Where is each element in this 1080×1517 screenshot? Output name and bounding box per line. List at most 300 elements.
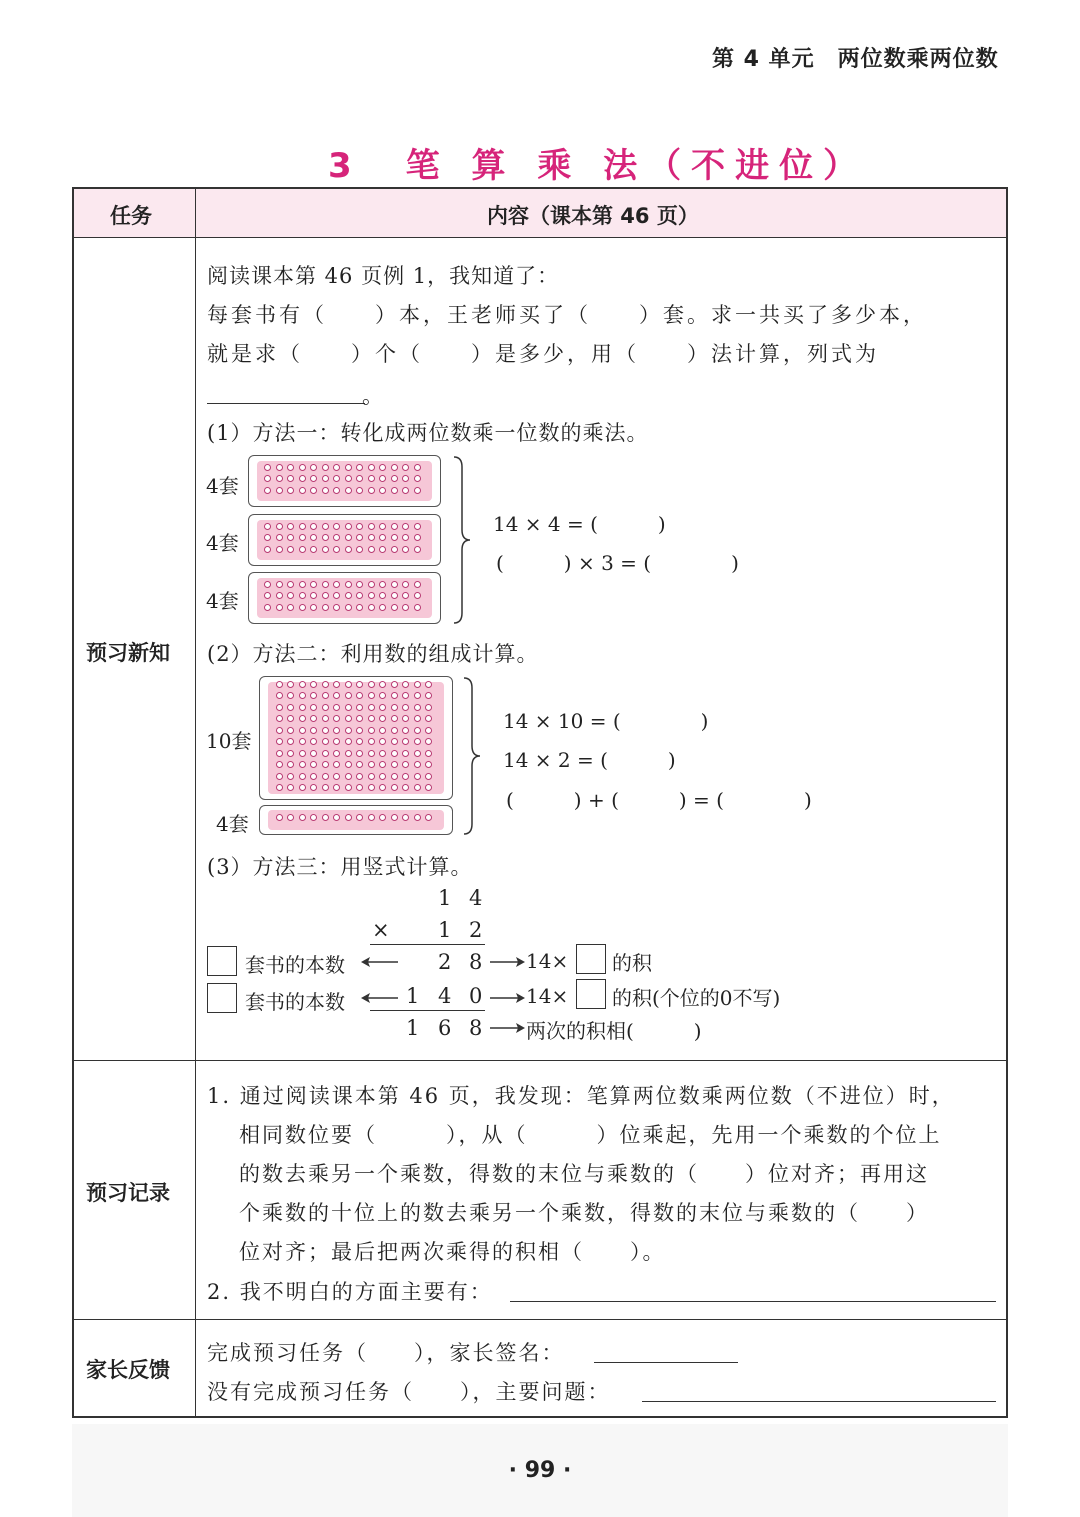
book-dot (425, 750, 432, 757)
group-label: 4套 (206, 589, 239, 613)
book-dot (391, 523, 398, 530)
book-dot (345, 761, 352, 768)
book-dot (310, 464, 317, 471)
book-dot (379, 592, 386, 599)
book-dot (276, 761, 283, 768)
book-dot (310, 546, 317, 553)
book-dot (264, 581, 271, 588)
book-dot (425, 773, 432, 780)
book-dot (402, 738, 409, 745)
book-dot (379, 715, 386, 722)
dot-grid (268, 810, 444, 830)
book-dot (402, 814, 409, 821)
book-dot (345, 814, 352, 821)
book-dot (276, 464, 283, 471)
method-three-heading: (3）方法三：用竖式计算。 (207, 855, 473, 879)
book-dot (322, 487, 329, 494)
annotation-right: 的积(个位的0不写) (612, 986, 781, 1010)
book-dot (276, 750, 283, 757)
book-dot (356, 704, 363, 711)
book-dot (414, 681, 421, 688)
book-dot (391, 487, 398, 494)
book-dot (276, 487, 283, 494)
book-dot (402, 784, 409, 791)
book-dot (414, 464, 421, 471)
book-dot (322, 727, 329, 734)
book-dot (345, 523, 352, 530)
book-dot (264, 604, 271, 611)
book-dot (379, 546, 386, 553)
book-dot (333, 681, 340, 688)
book-dot (333, 487, 340, 494)
book-dot (425, 715, 432, 722)
book-dot (391, 761, 398, 768)
book-dot (299, 475, 306, 482)
book-dot (379, 761, 386, 768)
book-dot (287, 727, 294, 734)
book-dot (391, 464, 398, 471)
book-dot (287, 681, 294, 688)
book-dot (287, 750, 294, 757)
book-dot (368, 814, 375, 821)
book-dot (276, 773, 283, 780)
digit: 2 (438, 950, 452, 974)
book-dot (368, 773, 375, 780)
book-dot (287, 814, 294, 821)
book-dot (264, 475, 271, 482)
book-dot (310, 715, 317, 722)
book-dot (368, 761, 375, 768)
method-two-equation: ( ) + ( ) = ( ) (506, 788, 812, 812)
book-dot (333, 546, 340, 553)
book-dot (299, 681, 306, 688)
book-dot (333, 715, 340, 722)
answer-box[interactable] (207, 983, 237, 1013)
book-dot (356, 750, 363, 757)
arrow-right-icon (488, 955, 526, 969)
intro-line-end: 。 (362, 384, 384, 408)
book-dot (299, 534, 306, 541)
col-header-content: 内容（课本第 46 页） (487, 204, 699, 228)
book-dot (322, 704, 329, 711)
curly-brace (450, 455, 472, 625)
book-dot (287, 523, 294, 530)
answer-box[interactable] (207, 946, 237, 976)
book-dot (333, 773, 340, 780)
book-dot (356, 784, 363, 791)
book-dot (287, 692, 294, 699)
book-dot (333, 475, 340, 482)
book-dot (333, 604, 340, 611)
book-dot (287, 581, 294, 588)
book-dot (379, 487, 386, 494)
book-dot (287, 738, 294, 745)
book-dot (368, 715, 375, 722)
book-dot (333, 692, 340, 699)
book-dot (322, 761, 329, 768)
record-line: 个乘数的十位上的数去乘另一个乘数，得数的末位与乘数的（ ） (239, 1201, 929, 1225)
book-dot (425, 814, 432, 821)
book-dot (356, 738, 363, 745)
book-dot (264, 464, 271, 471)
row-label-preview-new: 预习新知 (86, 641, 170, 665)
annotation-right: 14× (526, 984, 569, 1008)
digit: 1 (406, 1016, 420, 1040)
book-dot (345, 534, 352, 541)
book-dot (322, 715, 329, 722)
book-dot (345, 773, 352, 780)
book-dot (287, 604, 294, 611)
book-dot (287, 715, 294, 722)
book-dot (391, 692, 398, 699)
book-dot (310, 704, 317, 711)
digit: 1 (406, 984, 420, 1008)
book-dot (299, 487, 306, 494)
book-dot (276, 715, 283, 722)
book-dot (414, 534, 421, 541)
book-dot (345, 784, 352, 791)
book-dot (299, 581, 306, 588)
book-dot (368, 750, 375, 757)
book-dot (299, 692, 306, 699)
book-dot (333, 750, 340, 757)
book-dot (333, 727, 340, 734)
digit: 4 (438, 984, 452, 1008)
answer-blank[interactable] (207, 403, 365, 404)
book-dot (356, 814, 363, 821)
book-dot (345, 604, 352, 611)
book-dot (310, 592, 317, 599)
method-one-heading: (1）方法一：转化成两位数乘一位数的乘法。 (207, 421, 649, 445)
book-dot (276, 738, 283, 745)
arrow-left-icon (360, 955, 400, 969)
book-dot (345, 681, 352, 688)
book-dot (402, 750, 409, 757)
book-dot (276, 534, 283, 541)
book-dot (299, 464, 306, 471)
digit: 1 (438, 918, 452, 942)
book-dot (391, 715, 398, 722)
book-dot (379, 692, 386, 699)
answer-box[interactable] (576, 979, 606, 1009)
book-dot (414, 704, 421, 711)
book-dot (414, 814, 421, 821)
book-dot (310, 738, 317, 745)
book-dot (368, 738, 375, 745)
book-dot (414, 738, 421, 745)
book-dot (368, 475, 375, 482)
book-dot (276, 546, 283, 553)
book-dot (322, 534, 329, 541)
book-dot (310, 581, 317, 588)
book-dot (264, 487, 271, 494)
book-dot (333, 738, 340, 745)
row-label-parent-feedback: 家长反馈 (86, 1358, 170, 1382)
book-dot (391, 784, 398, 791)
book-dot (356, 715, 363, 722)
book-dot (356, 727, 363, 734)
book-dot (379, 581, 386, 588)
book-dot (425, 784, 432, 791)
book-dot (402, 581, 409, 588)
record-line: 的数去乘另一个乘数，得数的末位与乘数的（ ）位对齐；再用这 (239, 1162, 929, 1186)
book-dot (414, 784, 421, 791)
method-two-heading: (2）方法二：利用数的组成计算。 (207, 642, 539, 666)
book-dot (322, 784, 329, 791)
feedback-line: 没有完成预习任务（ ），主要问题： (207, 1380, 611, 1404)
digit: 8 (469, 950, 483, 974)
book-dot (379, 704, 386, 711)
book-dot (345, 464, 352, 471)
arrow-right-icon (488, 1021, 526, 1035)
book-dot (310, 761, 317, 768)
book-dot (425, 761, 432, 768)
book-dot (276, 681, 283, 688)
book-dot (379, 784, 386, 791)
record-line: 位对齐；最后把两次乘得的积相（ ）。 (239, 1240, 666, 1264)
book-dot (414, 715, 421, 722)
book-dot (368, 546, 375, 553)
book-dot (322, 750, 329, 757)
book-dot (310, 750, 317, 757)
book-dot (391, 592, 398, 599)
book-dot (402, 534, 409, 541)
book-dot (402, 727, 409, 734)
book-dot (299, 604, 306, 611)
feedback-line: 完成预习任务（ ），家长签名： (207, 1341, 565, 1365)
book-dot (425, 704, 432, 711)
book-dot (379, 750, 386, 757)
book-dot (322, 814, 329, 821)
book-dot (414, 581, 421, 588)
book-dot (276, 523, 283, 530)
book-dot (414, 487, 421, 494)
book-dot (322, 546, 329, 553)
book-dot (368, 681, 375, 688)
book-dot (391, 773, 398, 780)
group-label: 4套 (206, 474, 239, 498)
book-dot (345, 738, 352, 745)
book-dot (402, 773, 409, 780)
book-dot (310, 727, 317, 734)
book-dot (299, 773, 306, 780)
dot-group-panel (248, 514, 441, 566)
book-dot (310, 784, 317, 791)
method-one-equation: 14 × 4 = ( ) (493, 512, 666, 536)
intro-line: 阅读课本第 46 页例 1，我知道了： (207, 264, 560, 288)
book-dot (368, 534, 375, 541)
book-dot (425, 681, 432, 688)
book-dot (391, 475, 398, 482)
book-dot (287, 784, 294, 791)
book-dot (391, 604, 398, 611)
book-dot (379, 814, 386, 821)
book-dot (299, 546, 306, 553)
book-dot (322, 523, 329, 530)
book-dot (299, 727, 306, 734)
annotation-right: 的积 (612, 951, 652, 975)
book-dot (333, 592, 340, 599)
annotation-left: 套书的本数 (245, 990, 345, 1014)
book-dot (322, 475, 329, 482)
book-dot (356, 546, 363, 553)
book-dot (276, 592, 283, 599)
dot-group-panel (259, 805, 453, 835)
page-number: · 99 · (508, 1458, 572, 1483)
book-dot (287, 487, 294, 494)
digit: 4 (469, 886, 483, 910)
book-dot (368, 592, 375, 599)
book-dot (287, 534, 294, 541)
book-dot (379, 727, 386, 734)
vertical-rule (370, 944, 485, 945)
book-dot (368, 727, 375, 734)
book-dot (287, 704, 294, 711)
book-dot (345, 715, 352, 722)
book-dot (356, 475, 363, 482)
book-dot (379, 681, 386, 688)
book-dot (310, 487, 317, 494)
book-dot (322, 681, 329, 688)
book-dot (356, 487, 363, 494)
book-dot (391, 681, 398, 688)
book-dot (414, 692, 421, 699)
book-dot (287, 592, 294, 599)
book-dot (356, 464, 363, 471)
book-dot (287, 464, 294, 471)
book-dot (299, 761, 306, 768)
book-dot (333, 761, 340, 768)
book-dot (299, 704, 306, 711)
intro-line: 就是求（ ）个（ ）是多少，用（ ）法计算，列式为 (207, 342, 879, 366)
book-dot (322, 592, 329, 599)
book-dot (345, 704, 352, 711)
book-dot (368, 523, 375, 530)
book-dot (368, 604, 375, 611)
book-dot (402, 546, 409, 553)
book-dot (402, 715, 409, 722)
book-dot (333, 814, 340, 821)
book-dot (391, 704, 398, 711)
book-dot (368, 692, 375, 699)
book-dot (276, 475, 283, 482)
dot-group-panel-large (259, 676, 453, 800)
book-dot (356, 592, 363, 599)
book-dot (414, 727, 421, 734)
book-dot (414, 523, 421, 530)
book-dot (425, 692, 432, 699)
book-dot (322, 604, 329, 611)
book-dot (299, 750, 306, 757)
digit: 2 (469, 918, 483, 942)
annotation-right: 14× (526, 949, 569, 973)
book-dot (287, 546, 294, 553)
book-dot (402, 487, 409, 494)
book-dot (379, 523, 386, 530)
book-dot (391, 750, 398, 757)
book-dot (276, 814, 283, 821)
answer-blank[interactable] (510, 1301, 996, 1302)
intro-line: 每套书有（ ）本，王老师买了（ ）套。求一共买了多少本， (207, 303, 927, 327)
book-dot (310, 773, 317, 780)
book-dot (356, 604, 363, 611)
book-dot (356, 681, 363, 688)
book-dot (379, 464, 386, 471)
book-dot (264, 592, 271, 599)
book-dot (310, 523, 317, 530)
book-dot (368, 487, 375, 494)
book-dot (391, 581, 398, 588)
book-dot (287, 475, 294, 482)
book-dot (333, 704, 340, 711)
book-dot (310, 604, 317, 611)
book-dot (322, 581, 329, 588)
book-dot (379, 534, 386, 541)
record-line: 2. 我不明白的方面主要有： (207, 1280, 493, 1304)
book-dot (299, 784, 306, 791)
book-dot (356, 761, 363, 768)
book-dot (414, 592, 421, 599)
book-dot (310, 475, 317, 482)
book-dot (276, 581, 283, 588)
method-two-equation: 14 × 10 = ( ) (503, 709, 709, 733)
book-dot (345, 546, 352, 553)
book-dot (402, 475, 409, 482)
col-header-task: 任务 (110, 204, 152, 228)
book-dot (402, 761, 409, 768)
book-dot (310, 814, 317, 821)
book-dot (287, 761, 294, 768)
answer-box[interactable] (576, 944, 606, 974)
book-dot (379, 604, 386, 611)
book-dot (345, 692, 352, 699)
signature-blank[interactable] (594, 1362, 738, 1363)
dot-group-panel (248, 572, 441, 624)
book-dot (379, 738, 386, 745)
book-dot (368, 464, 375, 471)
times-sign: × (372, 918, 390, 942)
method-two-equation: 14 × 2 = ( ) (503, 748, 676, 772)
book-dot (322, 773, 329, 780)
annotation-right: 两次的积相( ) (526, 1019, 702, 1043)
answer-blank[interactable] (642, 1401, 996, 1402)
book-dot (264, 534, 271, 541)
divider (73, 1060, 1007, 1061)
record-line: 1. 通过阅读课本第 46 页，我发现：笔算两位数乘两位数（不进位）时， (207, 1084, 955, 1108)
book-dot (414, 475, 421, 482)
vertical-rule (370, 1010, 485, 1011)
book-dot (356, 773, 363, 780)
divider (73, 1319, 1007, 1320)
group-label: 4套 (206, 531, 239, 555)
digit: 6 (438, 1016, 452, 1040)
book-dot (425, 738, 432, 745)
book-dot (368, 581, 375, 588)
book-dot (310, 681, 317, 688)
book-dot (345, 750, 352, 757)
book-dot (379, 773, 386, 780)
dot-grid (257, 520, 432, 560)
dot-grid (257, 461, 432, 501)
book-dot (333, 534, 340, 541)
dot-group-panel (248, 455, 441, 507)
book-dot (299, 738, 306, 745)
book-dot (391, 727, 398, 734)
book-dot (299, 814, 306, 821)
divider (73, 237, 1007, 238)
book-dot (276, 704, 283, 711)
group-label: 10套 (206, 729, 252, 753)
